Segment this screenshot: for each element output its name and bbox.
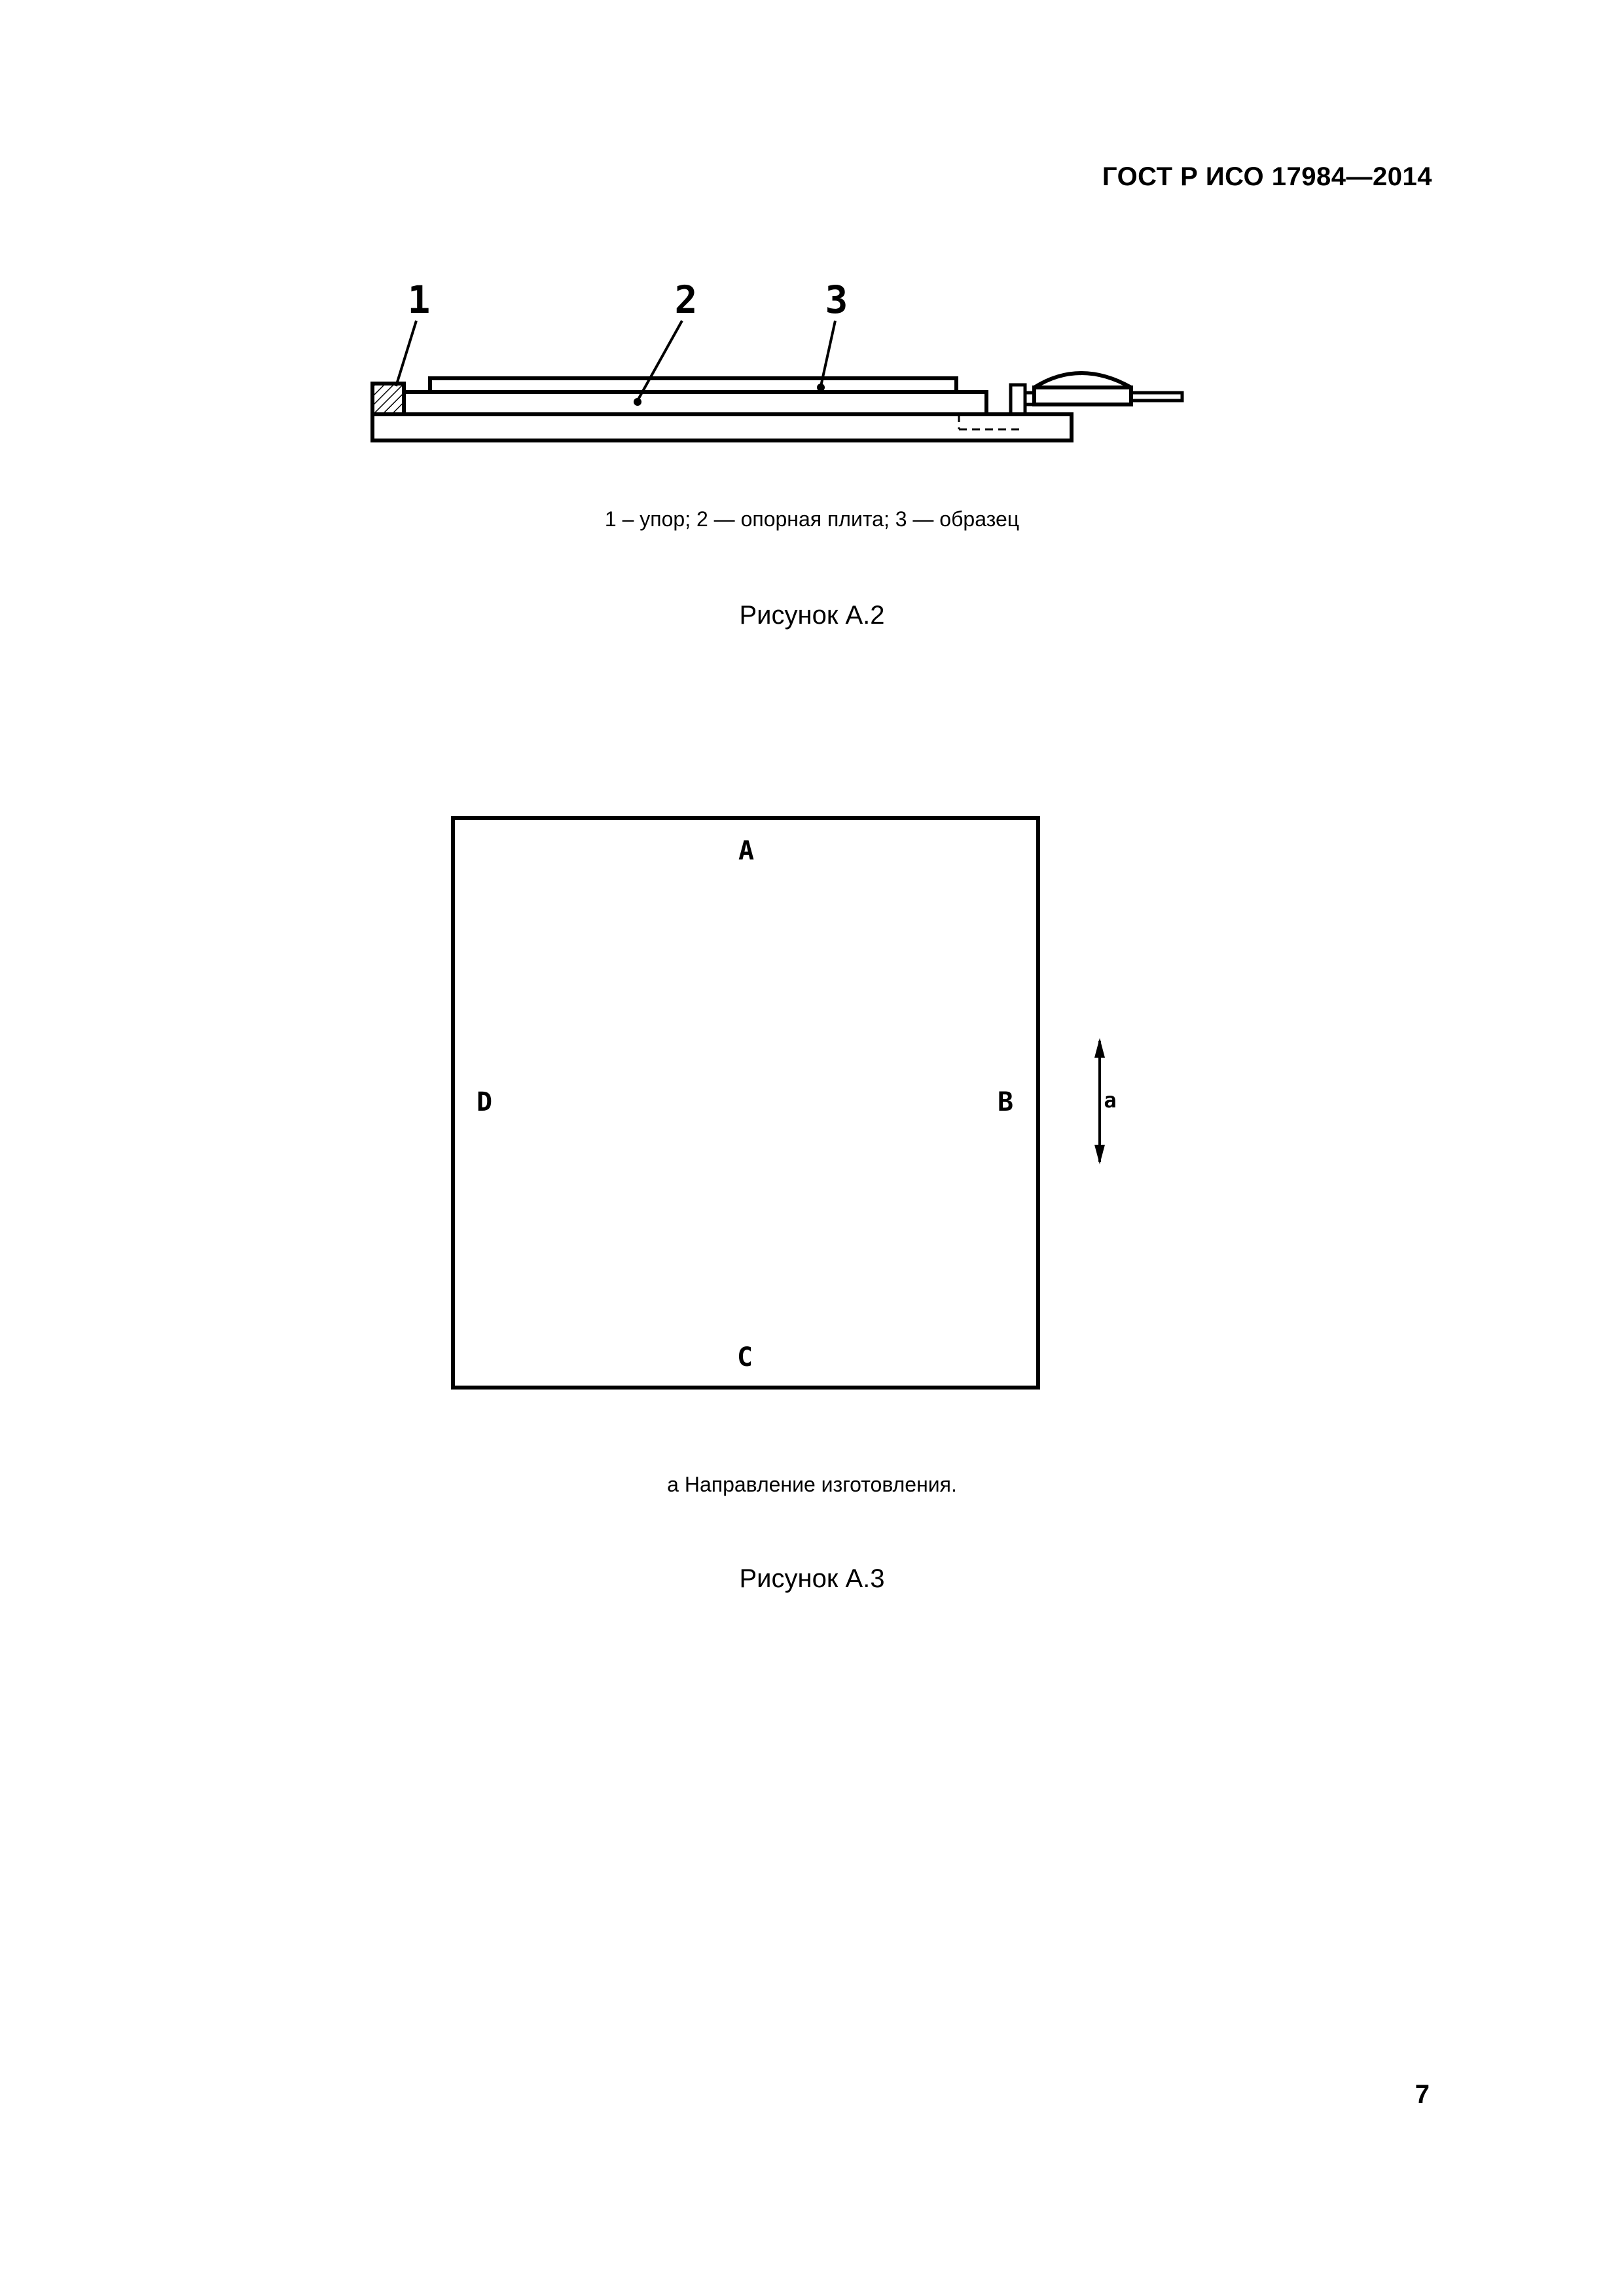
figure-a3-footnote: a Направление изготовления. [667,1473,957,1496]
edge-label-a: A [738,836,755,866]
base-plate [372,414,1072,440]
document-code-header: ГОСТ Р ИСО 17984—2014 [1102,162,1432,191]
leader-lines [396,321,835,401]
callout-2: 2 [674,278,698,322]
figure-a2-legend: 1 – упор; 2 — опорная плита; 3 — образец [604,507,1020,531]
support-plate [404,392,986,414]
edge-label-d: D [476,1087,493,1117]
figure-a2-caption: Рисунок А.2 [739,601,885,630]
specimen [430,378,956,392]
leader-dot-2 [634,398,641,406]
edge-label-b: B [997,1087,1014,1117]
figure-a2-drawing [0,0,1624,497]
dial-gauge-dome [1034,373,1131,387]
figure-a3-drawing [0,785,1624,1440]
page-number: 7 [1415,2080,1430,2109]
edge-label-c: C [736,1342,753,1372]
dial-gauge-stem [1131,393,1182,401]
figure-a3-caption: Рисунок А.3 [739,1564,885,1593]
direction-label: a [1104,1088,1117,1113]
specimen-square [453,818,1038,1388]
callout-3: 3 [825,278,848,322]
callout-1: 1 [407,278,431,322]
gauge-post [1011,385,1025,414]
stop-block [372,384,404,414]
dial-gauge-body [1034,387,1131,404]
hidden-lines [959,414,1024,429]
